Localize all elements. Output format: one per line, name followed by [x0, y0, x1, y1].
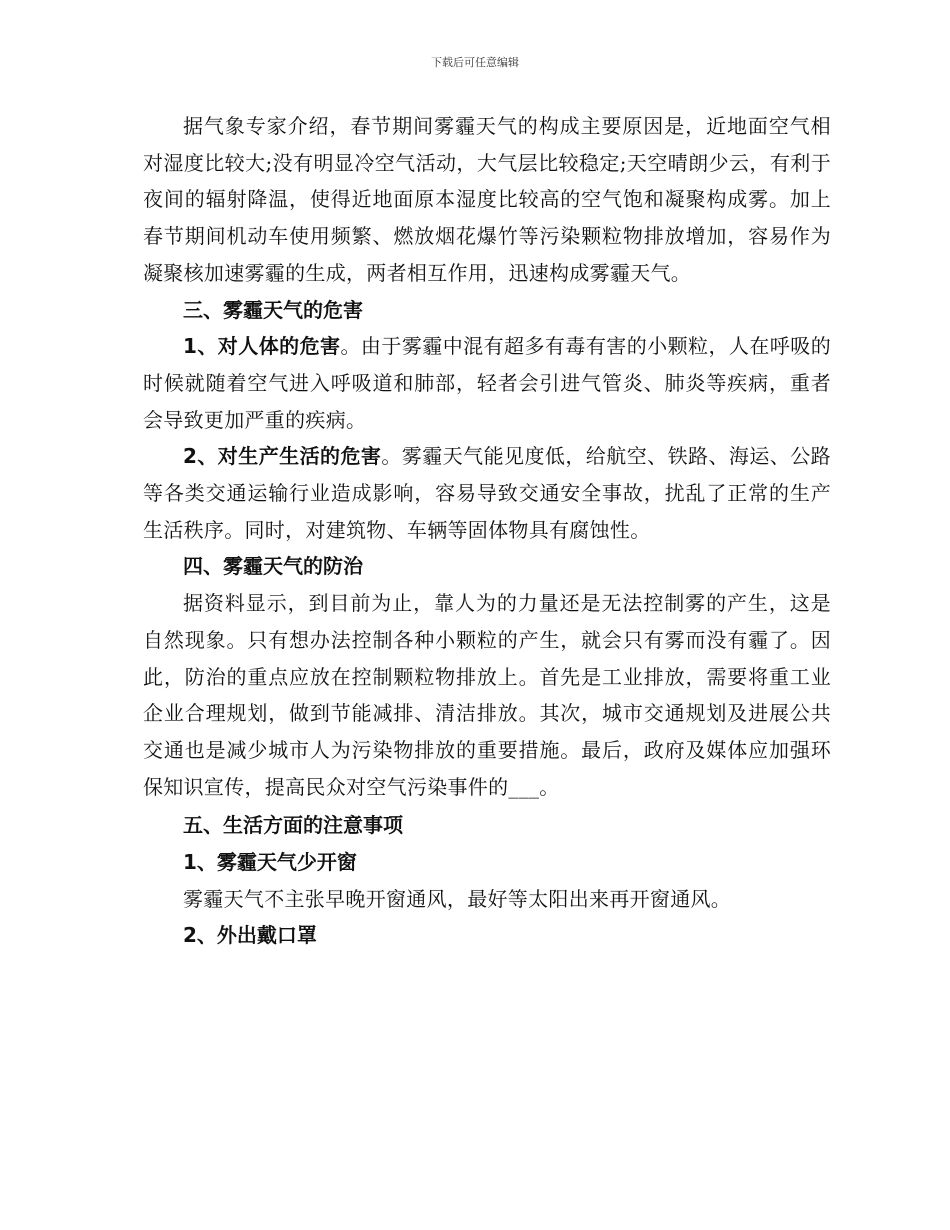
- paragraph-life-hazard: [143, 438, 831, 548]
- health-hazard-lead: 1、对人体的危害: [183, 334, 341, 359]
- page-header-note: 下载后可任意编辑: [431, 56, 519, 69]
- document-body: [143, 108, 831, 954]
- paragraph-prevention: 据资料显示，到目前为止，靠人为的力量还是无法控制雾的产生，这是自然现象。只有想办法控制各种小颗粒的产生，就会只有雾而没有霾了。因此，防治的重点应放在控制颗粒物排放上。首先是工业排放，需要将重工业企业合理规划，做到节能减排、清洁排放。其次，城市交通规划及进展公共交通也是减少城市人为污染物排放的重要措施。最后，政府及媒体应加强环保知识宣传，提高民众对空气污染事件的___。: [143, 591, 831, 799]
- health-hazard-text: 。由于雾霾中混有超多有毒有害的小颗粒，人在呼吸的时候就随着空气进入呼吸道和肺部，轻者会引进气管炎、肺炎等疾病，重者会导致更加严重的疾病。: [143, 334, 831, 432]
- life-hazard-lead: 2、对生产生活的危害: [183, 444, 382, 469]
- section-heading-hazards: 三、雾霾天气的危害: [183, 297, 363, 322]
- paragraph-causes: 据气象专家介绍，春节期间雾霾天气的构成主要原因是，近地面空气相对湿度比较大;没有明显冷空气活动，大气层比较稳定;天空晴朗少云，有利于夜间的辐射降温，使得近地面原本湿度比较高的空气饱和凝聚构成雾。加上春节期间机动车使用频繁、燃放烟花爆竹等污染颗粒物排放增加，容易作为凝聚核加速雾霾的生成，两者相互作用，迅速构成雾霾天气。: [143, 114, 831, 285]
- section-heading-precautions: 五、生活方面的注意事项: [183, 813, 403, 838]
- life-hazard-text: 。雾霾天气能见度低，给航空、铁路、海运、公路等各类交通运输行业造成影响，容易导致交通安全事故，扰乱了正常的生产生活秩序。同时，对建筑物、车辆等固体物具有腐蚀性。: [143, 444, 831, 542]
- subheading-windows: 1、雾霾天气少开窗: [183, 850, 357, 875]
- section-heading-prevention: 四、雾霾天气的防治: [183, 554, 363, 579]
- paragraph-health-hazard: [143, 328, 831, 438]
- subheading-mask: 2、外出戴口罩: [183, 923, 317, 948]
- paragraph-windows: 雾霾天气不主张早晚开窗通风，最好等太阳出来再开窗通风。: [183, 886, 732, 911]
